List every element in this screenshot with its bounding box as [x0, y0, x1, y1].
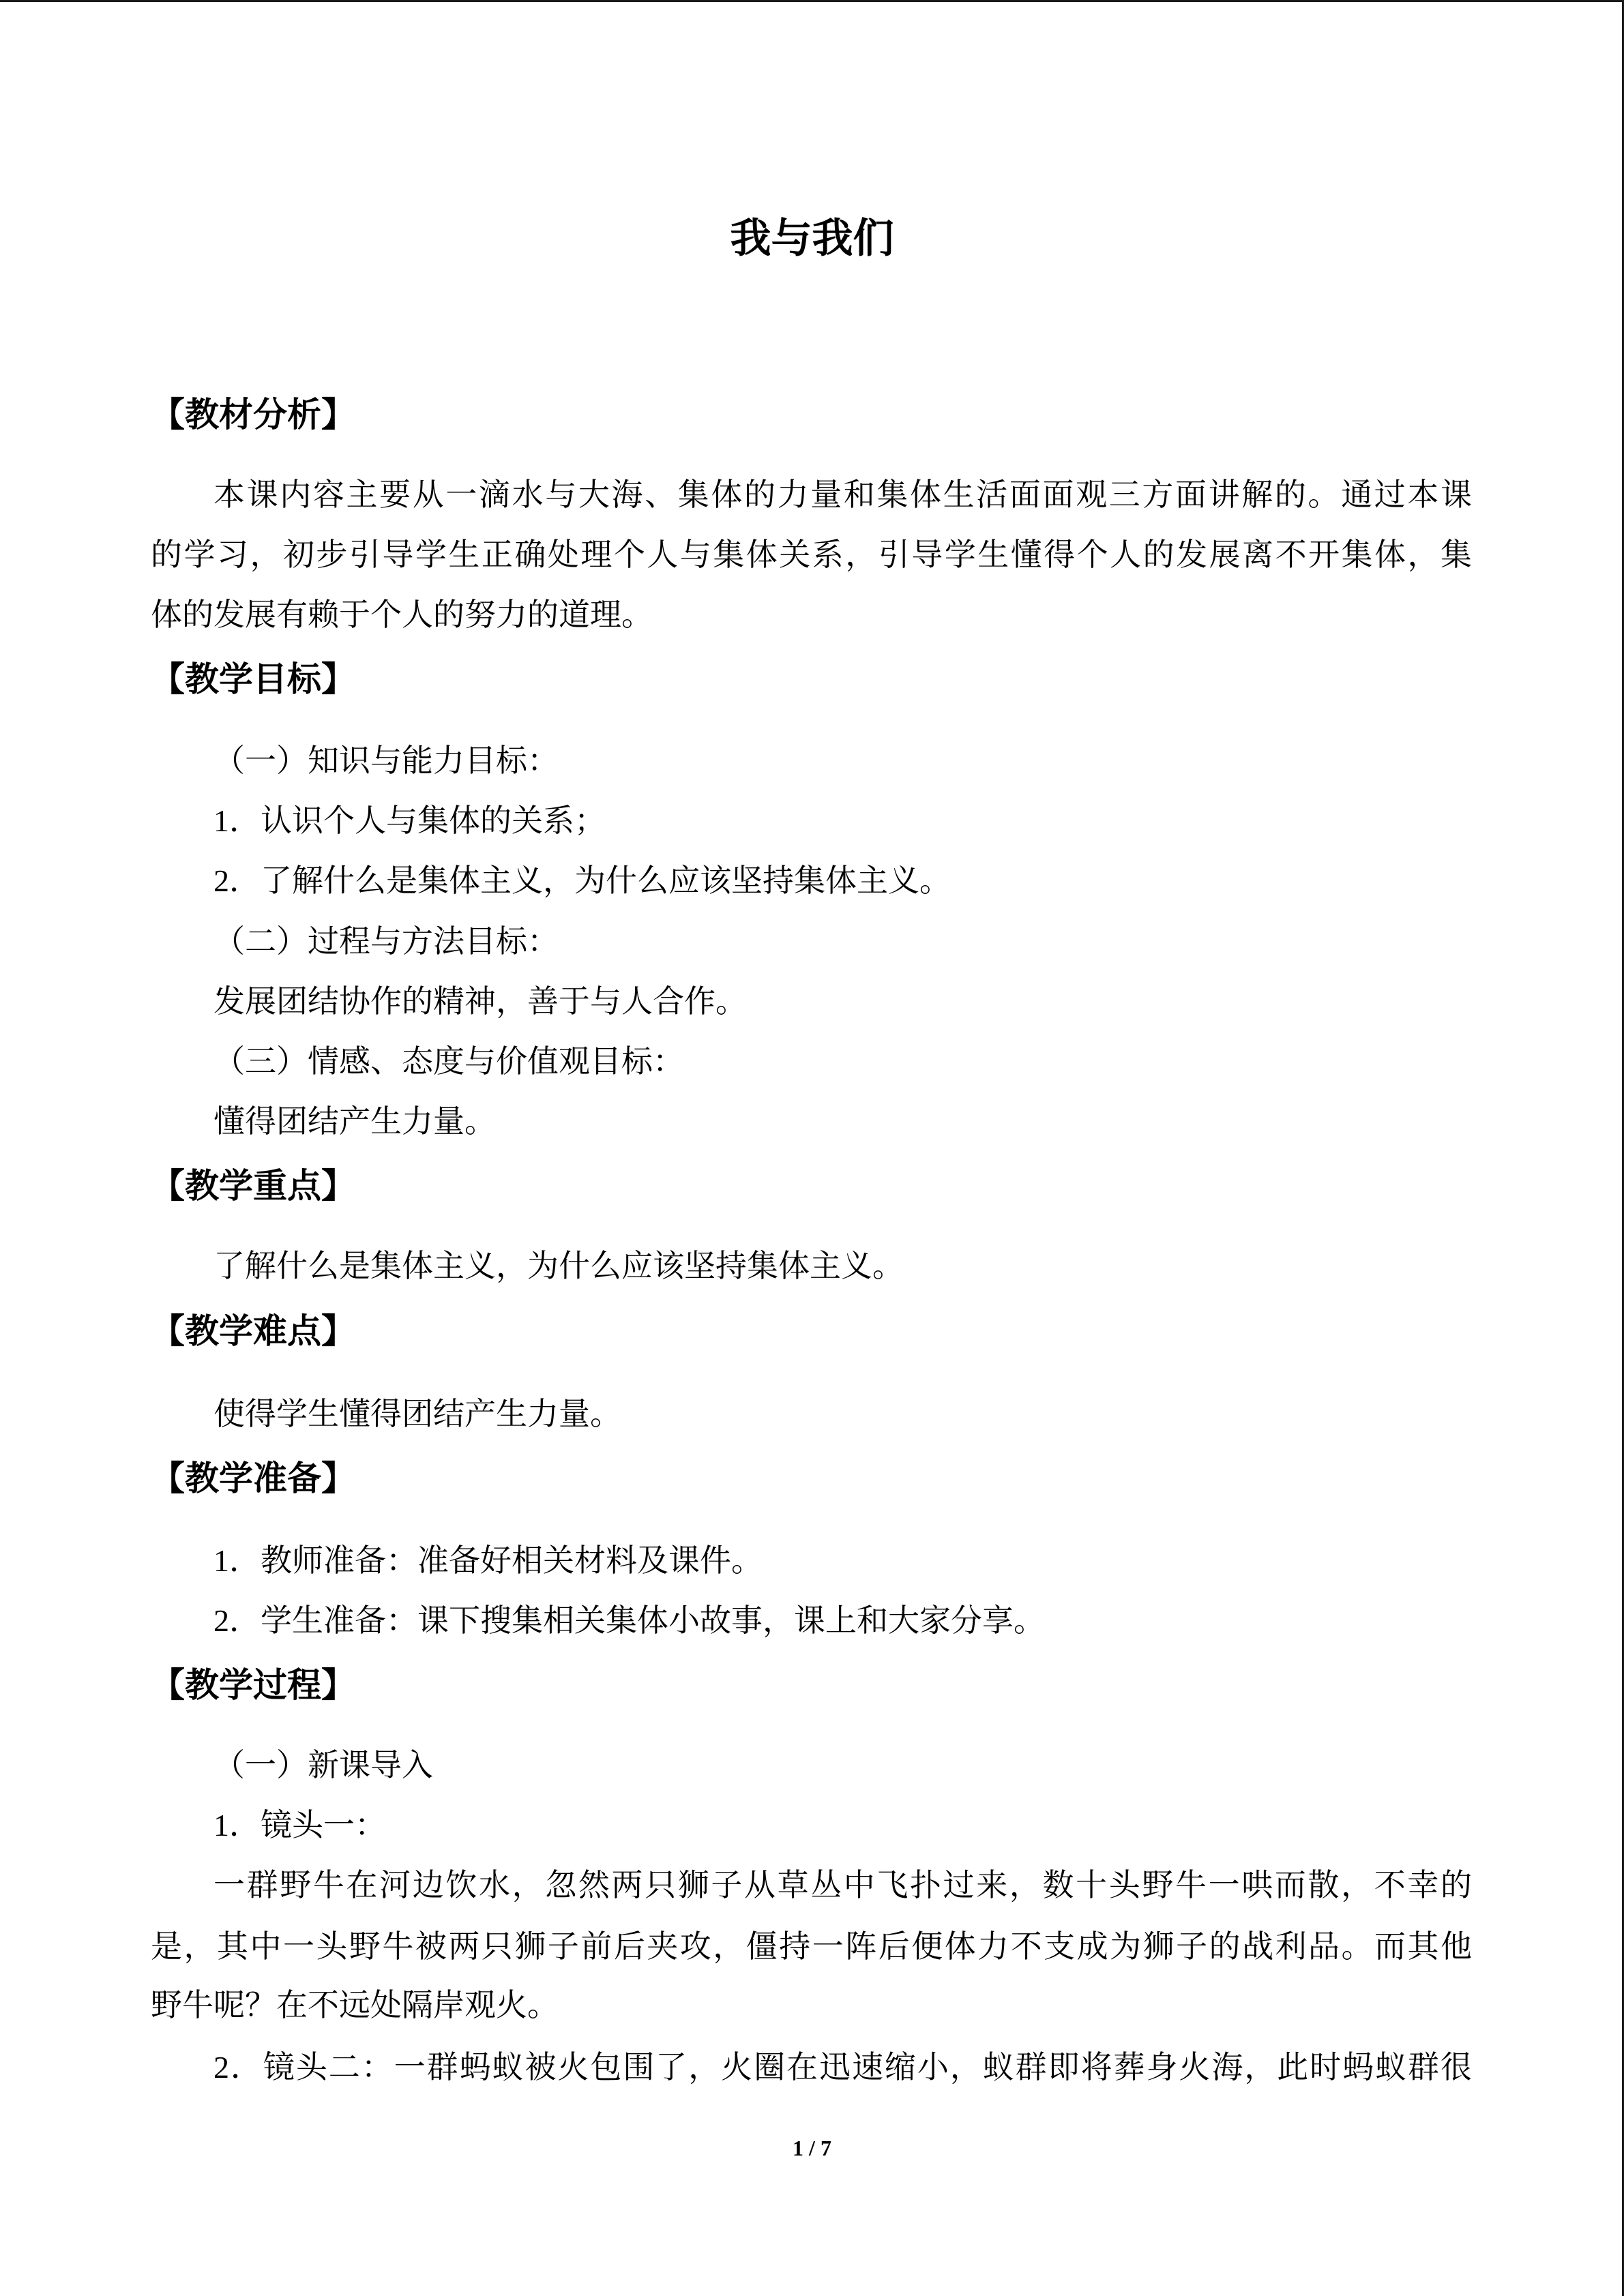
section-heading-difficult-points: 【教学难点】	[151, 1312, 355, 1350]
paragraph-line: 体的发展有赖于个人的努力的道理。	[151, 597, 653, 632]
section-heading-textbook-analysis: 【教材分析】	[151, 396, 355, 434]
section-heading-key-points: 【教学重点】	[151, 1167, 355, 1205]
section-heading-preparation: 【教学准备】	[151, 1459, 355, 1497]
paragraph-line: 一群野牛在河边饮水，忽然两只狮子从草丛中飞扑过来，数十头野牛一哄而散，不幸的	[213, 1868, 1472, 1903]
list-item: 1．教师准备：准备好相关材料及课件。	[213, 1543, 763, 1578]
paragraph-line: 懂得团结产生力量。	[213, 1104, 496, 1139]
subheading-line: （二）过程与方法目标：	[213, 924, 559, 959]
paragraph-line: 的学习，初步引导学生正确处理个人与集体关系，引导学生懂得个人的发展离不开集体，集	[151, 537, 1472, 572]
subheading-line: （一）新课导入	[213, 1748, 433, 1783]
list-item: 2．了解什么是集体主义，为什么应该坚持集体主义。	[213, 863, 951, 898]
page-number: 1 / 7	[793, 2136, 831, 2160]
list-item: 1．镜头一：	[213, 1808, 386, 1843]
subheading-line: （三）情感、态度与价值观目标：	[213, 1044, 684, 1079]
paragraph-line: 本课内容主要从一滴水与大海、集体的力量和集体生活面面观三方面讲解的。通过本课	[213, 477, 1472, 512]
page-title: 我与我们	[730, 216, 894, 261]
list-item: 2．学生准备：课下搜集相关集体小故事，课上和大家分享。	[213, 1603, 1045, 1638]
list-item: 2．镜头二：一群蚂蚁被火包围了，火圈在迅速缩小，蚁群即将葬身火海，此时蚂蚁群很	[213, 2050, 1472, 2085]
paragraph-line: 了解什么是集体主义，为什么应该坚持集体主义。	[213, 1249, 904, 1283]
section-heading-teaching-objectives: 【教学目标】	[151, 660, 355, 698]
paragraph-line: 使得学生懂得团结产生力量。	[213, 1397, 621, 1431]
list-item: 1．认识个人与集体的关系；	[213, 803, 606, 838]
subheading-line: （一）知识与能力目标：	[213, 743, 559, 778]
paragraph-line: 是，其中一头野牛被两只狮子前后夹攻，僵持一阵后便体力不支成为狮子的战利品。而其他	[151, 1929, 1472, 1964]
paragraph-line: 野牛呢？在不远处隔岸观火。	[151, 1988, 559, 2023]
paragraph-line: 发展团结协作的精神，善于与人合作。	[213, 984, 747, 1019]
section-heading-teaching-process: 【教学过程】	[151, 1666, 355, 1704]
